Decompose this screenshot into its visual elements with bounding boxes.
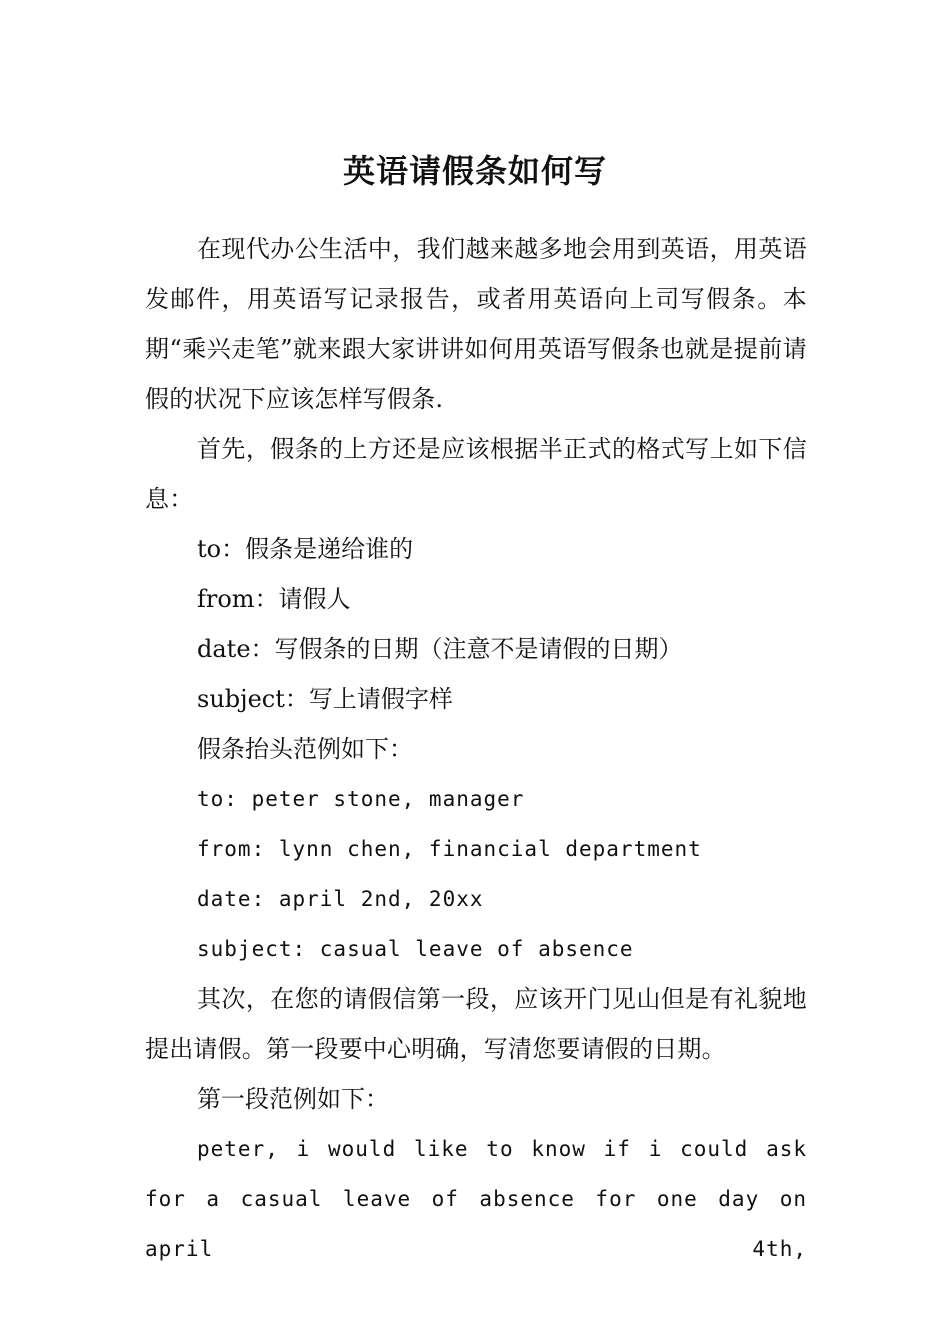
field-subject: subject：写上请假字样: [197, 685, 453, 713]
document-body: [145, 224, 807, 1274]
field-from: from：请假人: [197, 585, 351, 613]
intro-paragraph: 在现代办公生活中，我们越来越多地会用到英语，用英语发邮件，用英语写记录报告，或者用英语向上司写假条。本期“乘兴走笔”就来跟大家讲讲如何用英语写假条也就是提前请假的状况下应该怎样写假条.: [145, 235, 807, 413]
example-from: from: lynn chen, financial department: [197, 837, 702, 861]
field-date: date：写假条的日期（注意不是请假的日期）: [197, 635, 683, 663]
example-intro: 第一段范例如下：: [197, 1085, 389, 1113]
header-example-intro: 假条抬头范例如下：: [197, 735, 413, 763]
example-subject: subject: casual leave of absence: [197, 937, 634, 961]
example-date: date: april 2nd, 20xx: [197, 887, 484, 911]
example-body: peter, i would like to know if i could ask for a casual leave of absence for one day on april 4th,: [145, 1137, 807, 1261]
first-paragraph: 首先，假条的上方还是应该根据半正式的格式写上如下信息：: [145, 435, 807, 513]
field-to: to：假条是递给谁的: [197, 535, 414, 563]
example-to: to: peter stone, manager: [197, 787, 525, 811]
document-title: 英语请假条如何写: [342, 152, 607, 191]
second-paragraph: 其次，在您的请假信第一段，应该开门见山但是有礼貌地提出请假。第一段要中心明确，写清您要请假的日期。: [145, 985, 807, 1063]
